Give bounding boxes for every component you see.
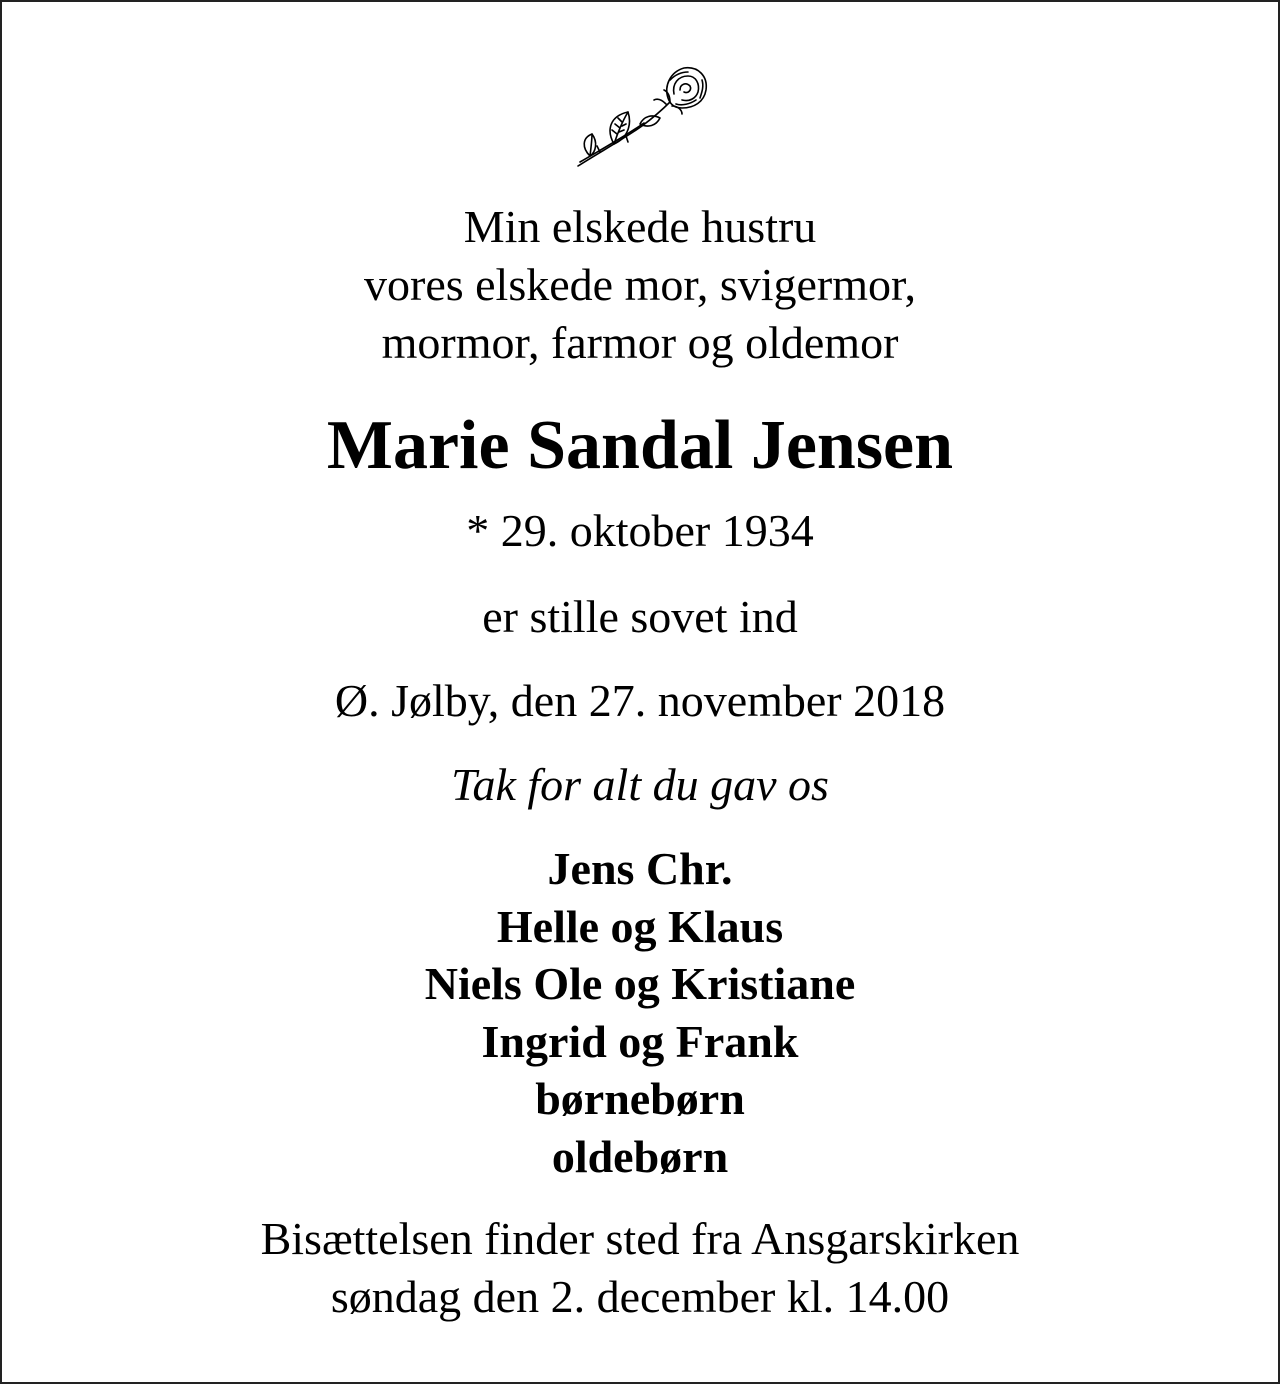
- funeral-info: [0, 1210, 1280, 1326]
- family-member: oldebørn: [551, 1130, 729, 1182]
- family-member: Helle og Klaus: [496, 900, 784, 952]
- intro-text: [0, 198, 1280, 372]
- intro-line: vores elskede mor, svigermor,: [364, 259, 916, 310]
- family-member: Ingrid og Frank: [481, 1015, 799, 1067]
- thanks-text: Tak for alt du gav os: [451, 759, 829, 810]
- family-member: Niels Ole og Kristiane: [424, 958, 856, 1009]
- family-member: Jens Chr.: [547, 843, 733, 894]
- family-member: børnebørn: [535, 1073, 745, 1124]
- funeral-line: Bisættelsen finder sted fra Ansgarskirken: [260, 1213, 1020, 1264]
- intro-line: mormor, farmor og oldemor: [381, 317, 899, 368]
- place-and-date: Ø. Jølby, den 27. november 2018: [334, 675, 946, 726]
- deceased-name: Marie Sandal Jensen: [326, 407, 954, 484]
- passing-text: er stille sovet ind: [482, 591, 798, 642]
- birth-date: * 29. oktober 1934: [466, 505, 814, 556]
- funeral-line: søndag den 2. december kl. 14.00: [330, 1271, 950, 1322]
- family-list: [0, 840, 1280, 1185]
- intro-line: Min elskede hustru: [463, 201, 817, 252]
- rose-icon: [570, 60, 710, 172]
